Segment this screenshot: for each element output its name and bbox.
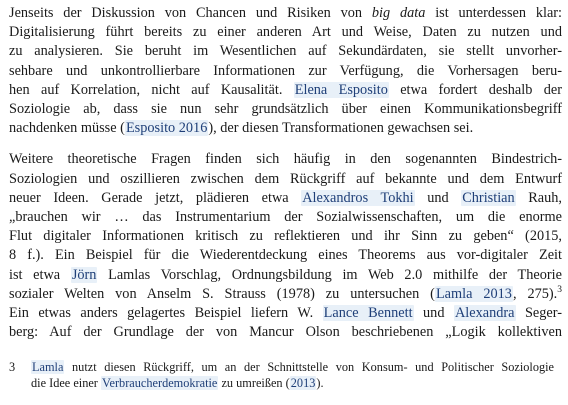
text-run: und <box>413 305 454 322</box>
paragraph-2 <box>9 150 562 342</box>
text-run: Seger- <box>515 305 563 322</box>
text-line <box>9 304 562 323</box>
author-link-tokhi[interactable]: Alexandros Tokhi <box>302 189 414 206</box>
text-line <box>9 266 562 285</box>
text-line: zu analysieren. Sie beruht im Wesentlichen auf Sekundärdaten, sie stellt unvorher- <box>9 43 562 60</box>
text-run: ), der diesen Transformationen gewachsen sei. <box>208 120 474 137</box>
text-line <box>31 375 554 391</box>
emphasis-big-data: big data <box>371 5 426 21</box>
text-run: , 275). <box>512 285 558 302</box>
text-run: sozialer Welten von Anselm S. Strauss (1978) zu untersuchen ( <box>9 285 435 302</box>
text-run: nutzt diesen Rückgriff, um an der Schnittstelle von Konsum- und Politischer Soziologie <box>64 360 554 374</box>
text-run: ist etwa <box>9 266 71 283</box>
text-line <box>9 119 562 138</box>
footnote-body <box>31 359 554 391</box>
paragraph-1 <box>9 4 562 138</box>
text-line <box>9 81 562 100</box>
text-line <box>9 4 562 23</box>
author-link-alexandra[interactable]: Alexandra <box>454 305 515 322</box>
text-line: sehbare und unkontrollierbare Informationen zur Verfügung, die Vorhersagen beru- <box>9 62 562 79</box>
citation-link-2013[interactable]: 2013 <box>290 376 316 390</box>
text-line: Soziologie ab, dass sie nun sehr grundsätzlich über einen Kommunikationsbegriff <box>9 101 562 118</box>
author-link-christian[interactable]: Christian <box>462 189 515 206</box>
text-line: Digitalisierung führt bereits zu einer anderen Art und Weise, Daten zu nutzen und <box>9 24 562 41</box>
text-line <box>9 285 562 304</box>
text-line: berg: Auf der Grundlage der von Mancur Olson beschriebenen „Logik kollektiven <box>9 324 562 341</box>
text-line: Flut digitaler Informationen kritisch zu reflektieren und ihr Sinn zu geben“ (2015, <box>9 228 562 245</box>
text-line: Weitere theoretische Fragen finden sich häufig in den sogenannten Bindestrich- <box>9 151 562 168</box>
text-run: zu umreißen ( <box>218 376 290 390</box>
text-run: ). <box>316 376 324 390</box>
footnote <box>9 359 554 391</box>
text-run: Jenseits der Diskussion von Chancen und Risiken von <box>9 5 372 21</box>
text-run: hen auf Korrelation, nicht auf Kausalität. <box>9 81 294 98</box>
citation-link-esposito-2016[interactable]: Esposito 2016 <box>125 120 208 137</box>
text-run: Rauh, <box>515 189 563 206</box>
author-link-bennett[interactable]: Lance Bennett <box>323 305 413 322</box>
text-run: neuer Ideen. Gerade jetzt, plädieren etwa <box>9 189 302 206</box>
text-line <box>9 189 562 208</box>
text-line: „brauchen wir … das Instrumentarium der Sozialwissenschaften, um die enorme <box>9 209 562 226</box>
text-line: Soziologien und oszillieren zwischen dem Rückgriff auf bekannte und dem Entwurf <box>9 170 562 187</box>
text-run: die Idee einer <box>31 376 101 390</box>
footnote-number: 3 <box>9 360 16 374</box>
text-run: ist unterdessen klar: <box>425 5 563 21</box>
text-line <box>31 359 554 375</box>
author-link-joern[interactable]: Jörn <box>71 266 97 283</box>
text-run: Ein etwas anders gelagertes Beispiel liefern W. <box>9 305 323 322</box>
text-run: etwa fordert deshalb der <box>388 81 562 98</box>
citation-link-lamla-2013[interactable]: Lamla 2013 <box>435 285 512 302</box>
text-line: 8 f.). Ein Beispiel für die Wiederentdeckung eines Theorems aus vor-digitaler Zeit <box>9 247 562 264</box>
term-link-verbraucherdemokratie[interactable]: Verbraucherdemokratie <box>101 376 218 390</box>
author-link-lamla[interactable]: Lamla <box>32 360 64 374</box>
text-run: Lamlas Vorschlag, Ordnungsbildung im Web 2.0 mithilfe der Theorie <box>97 266 562 283</box>
author-link-esposito[interactable]: Elena Esposito <box>294 81 388 98</box>
text-run: nachdenken müsse ( <box>9 120 125 137</box>
footnote-ref-3[interactable]: 3 <box>557 285 562 296</box>
text-run: und <box>414 189 462 206</box>
